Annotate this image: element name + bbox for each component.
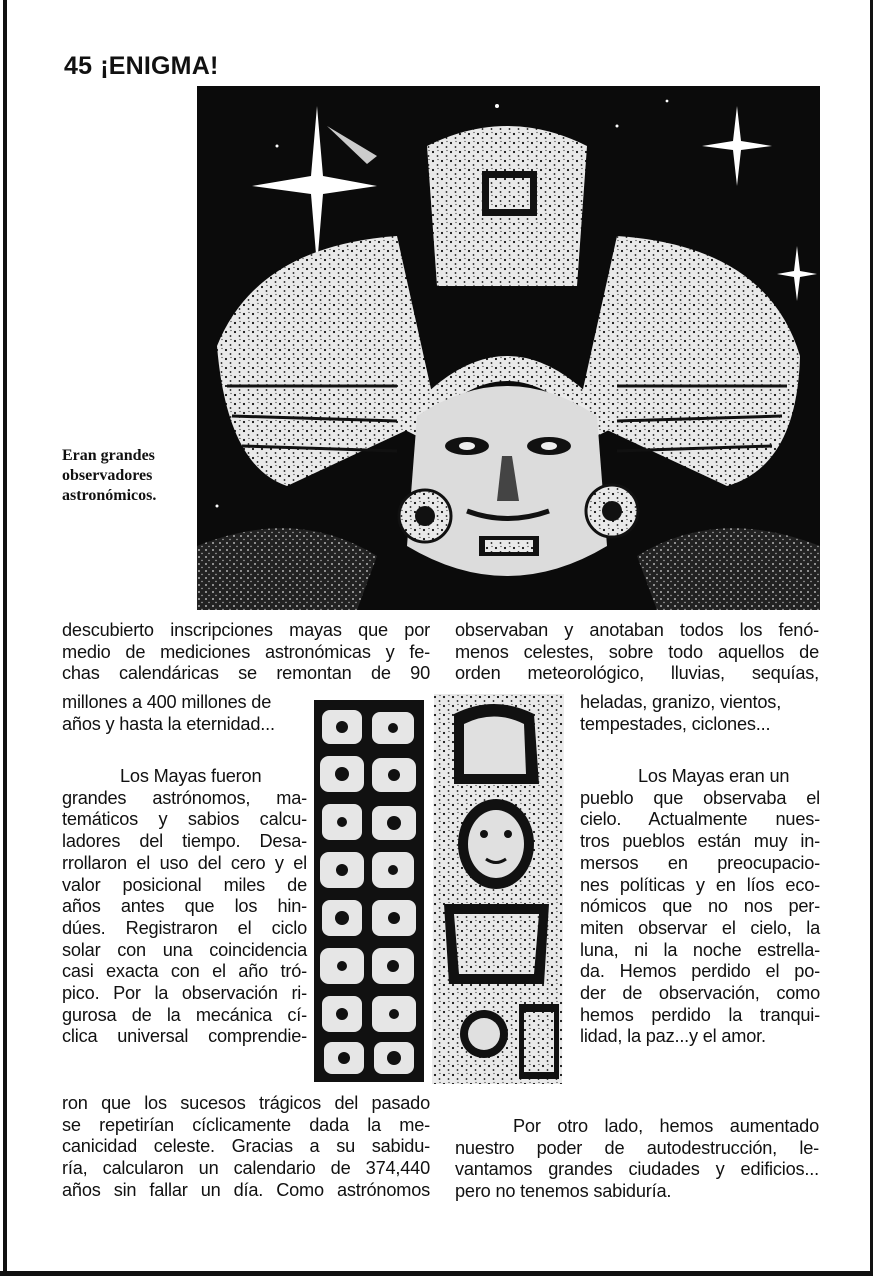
text-line: se repetirían cíclicamente dada la me- <box>62 1114 430 1135</box>
photo-caption: Eran grandes observadores astronómicos. <box>62 447 157 504</box>
text-line: rrollaron el uso del cero y el <box>62 852 307 873</box>
text-line: casi exacta con el año tró- <box>62 961 307 982</box>
left-column-bottom <box>62 1093 430 1202</box>
text-line: mersos en preocupacio- <box>580 852 820 873</box>
text-line: temáticos y sabios calcu- <box>62 809 307 830</box>
text-line: observaban y anotaban todos los fenó- <box>455 620 819 640</box>
text-line: luna, ni la noche estrella- <box>580 939 820 960</box>
text-line: tros pueblos están muy in- <box>580 831 820 852</box>
text-line: solar con una coincidencia <box>62 939 307 960</box>
left-column-mid <box>62 692 307 735</box>
right-column-top <box>455 620 819 685</box>
maya-sculpture-photo <box>197 86 820 610</box>
text-line: ron que los sucesos trágicos del pasado <box>62 1093 430 1113</box>
text-line: pico. Por la observación ri- <box>62 983 307 1004</box>
text-line: años sin fallar un día. Como astrónomos <box>62 1179 430 1200</box>
text-line: dúes. Registraron el ciclo <box>62 917 307 938</box>
text-line: miten observar el cielo, la <box>580 917 820 938</box>
text-line: años antes que los hin- <box>62 896 307 917</box>
text-line: lidad, la paz...y el amor. <box>580 1026 766 1047</box>
right-column-mid <box>580 692 820 735</box>
left-column-wrap <box>62 766 307 1048</box>
text-line: nuestro poder de autodestrucción, le- <box>455 1137 819 1158</box>
text-line: nes políticas y en líos eco- <box>580 874 820 895</box>
carved-figure-stela-photo <box>424 694 572 1084</box>
text-line: nómicos que no nos per- <box>580 896 820 917</box>
text-line: cielo. Actualmente nues- <box>580 809 820 830</box>
text-line: orden meteorológico, lluvias, sequías, <box>455 663 819 684</box>
text-line: clica universal comprendie- <box>62 1026 307 1047</box>
right-column-wrap <box>580 766 820 1048</box>
text-line: der de observación, como <box>580 983 820 1004</box>
text-line: tempestades, ciclones... <box>580 713 771 734</box>
text-line: heladas, granizo, vientos, <box>580 692 782 712</box>
text-line: ladores del tiempo. Desa- <box>62 831 307 852</box>
text-line: chas calendáricas se remontan de 90 <box>62 663 430 684</box>
text-line: menos celestes, sobre todo aquellos de <box>455 641 819 662</box>
text-line: valor posicional miles de <box>62 874 307 895</box>
text-line: medio de mediciones astronómicas y fe- <box>62 641 430 662</box>
right-column-bottom <box>455 1116 819 1203</box>
text-line: pueblo que observaba el <box>580 787 820 808</box>
text-line: canicidad celeste. Gracias a su sabidu- <box>62 1136 430 1157</box>
text-line: pero no tenemos sabiduría. <box>455 1181 672 1202</box>
page-header <box>64 52 218 81</box>
text-line: Los Mayas eran un <box>638 766 790 786</box>
page-border-bottom <box>0 1271 873 1276</box>
text-line: Los Mayas fueron <box>120 766 262 786</box>
text-line: Por otro lado, hemos aumentado <box>513 1116 819 1136</box>
text-line: hemos perdido la tranqui- <box>580 1004 820 1025</box>
left-column-top <box>62 620 430 685</box>
page-number: 45 <box>64 52 93 80</box>
text-line: años y hasta la eternidad... <box>62 713 275 734</box>
text-line: ría, calcularon un calendario de 374,440 <box>62 1158 430 1179</box>
text-line: da. Hemos perdido el po- <box>580 961 820 982</box>
glyph-stela-photo <box>314 700 424 1082</box>
page-title: ¡ENIGMA! <box>100 52 219 80</box>
text-line: descubierto inscripciones mayas que por <box>62 620 430 640</box>
text-line: vantamos grandes ciudades y edificios... <box>455 1159 819 1180</box>
page-border-left <box>3 0 7 1276</box>
text-line: grandes astrónomos, ma- <box>62 787 307 808</box>
text-line: millones a 400 millones de <box>62 692 272 712</box>
text-line: gurosa de la mecánica cí- <box>62 1004 307 1025</box>
